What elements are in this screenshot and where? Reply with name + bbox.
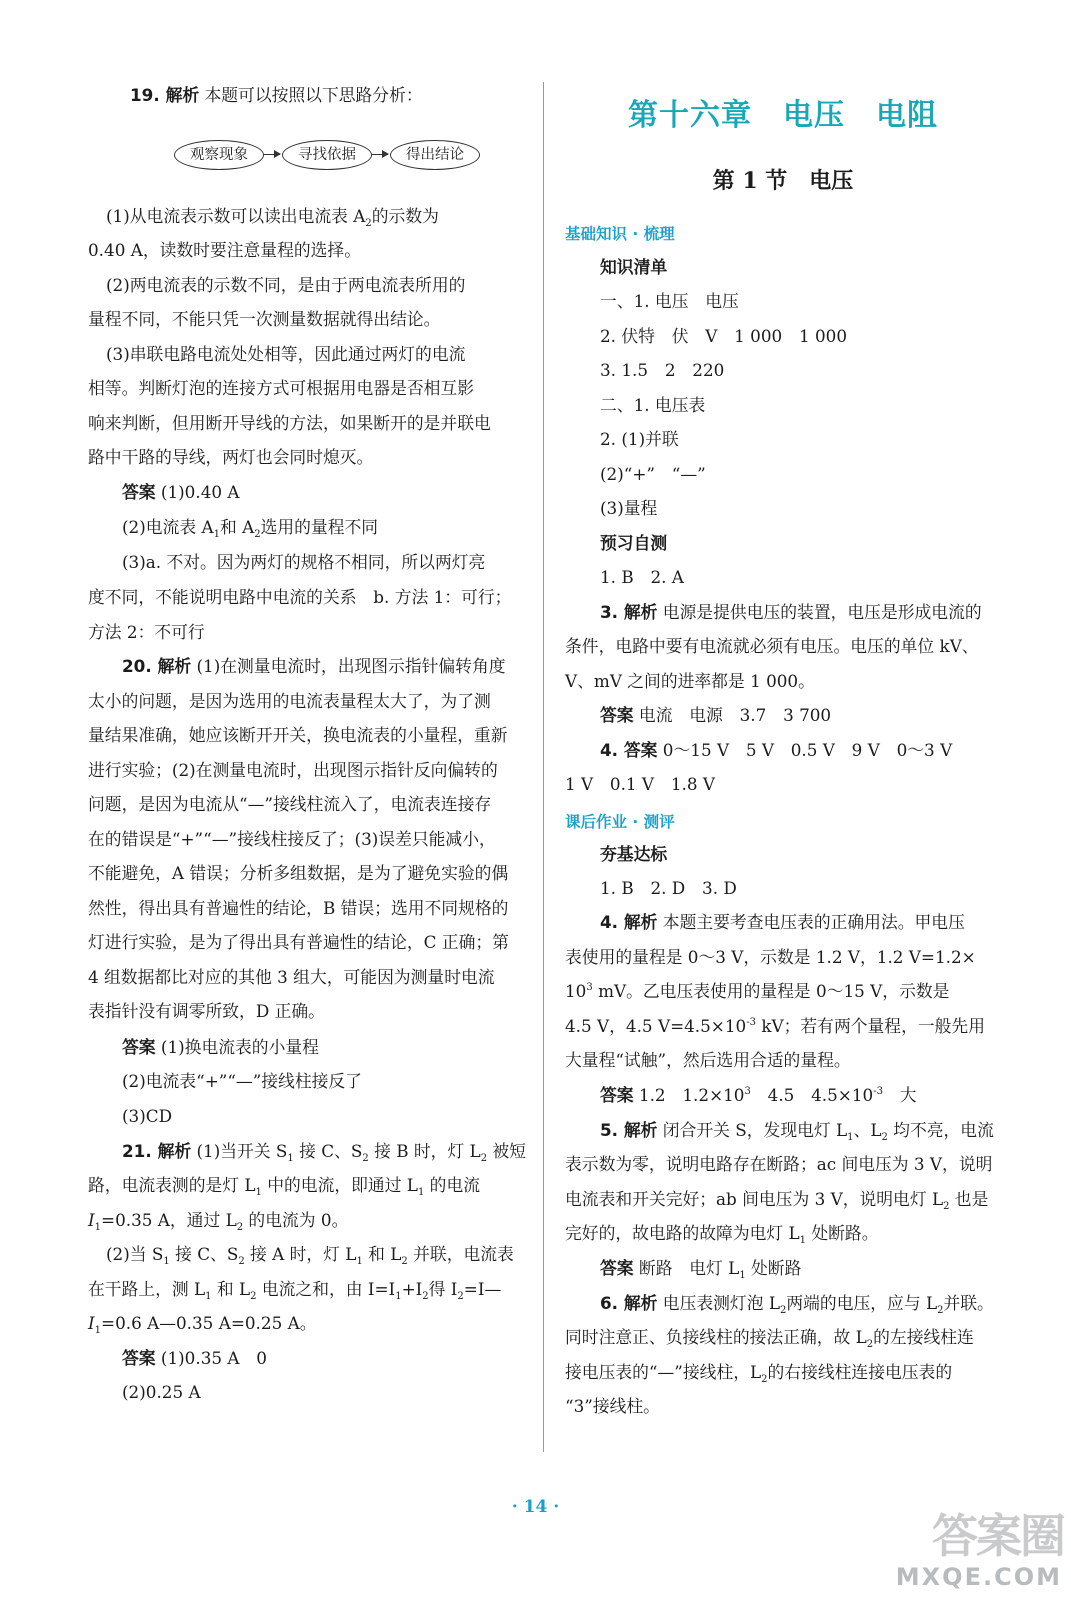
q20-text-line: 在的错误是“+”“—”接线柱接反了；(3)误差只能减小， — [88, 829, 496, 849]
q5-text-line: 完好的，故电路的故障为电灯 $L_1$ 处断路。 — [565, 1223, 879, 1246]
q5-text-line: 表示数为零，说明电路存在断路；ac 间电压为 3 V，说明 — [565, 1154, 993, 1174]
q20-text-line: 问题，是因为电流从“—”接线柱流入了，电流表连接存 — [88, 794, 492, 814]
flow-node-observe: 观察现象 — [174, 140, 264, 170]
q19-answer-line: 方法 2：不可行 — [88, 622, 205, 642]
preview-answer: 1. B 2. A — [600, 567, 684, 587]
q19-text-line: (2)两电流表的示数不同，是由于两电流表所用的 — [106, 275, 466, 295]
q20-text-line: 灯进行实验，是为了得出具有普遍性的结论，C 正确；第 — [88, 932, 509, 952]
q5-answer: 答案 断路 电灯 $L_1$ 处断路 — [600, 1258, 802, 1281]
q4p-text-line: $10^3$ mV。乙电压表使用的量程是 0～15 V，示数是 — [565, 981, 950, 1001]
chapter-title: 第十六章 电压 电阻 — [628, 98, 938, 133]
q6-text-line: “3”接线柱。 — [565, 1396, 660, 1416]
q20-text-line: 表指针没有调零所致，D 正确。 — [88, 1001, 325, 1021]
q19-answer-line: (3)a. 不对。因为两灯的规格不相同，所以两灯亮 — [122, 552, 486, 572]
subheading-foundation: 夯基达标 — [600, 844, 668, 864]
q19-text-line: (3)串联电路电流处处相等，因此通过两灯的电流 — [106, 344, 466, 364]
q6-text-line: 接电压表的“—”接线柱，$L_2$的右接线柱连接电压表的 — [565, 1362, 953, 1385]
q21-text-line: $I_1=0.35$ A，通过 $L_2$ 的电流为 0。 — [88, 1210, 349, 1233]
page-number: · 14 · — [511, 1497, 560, 1517]
q20-text-line: 不能避免，A 错误；分析多组数据，是为了避免实验的偶 — [88, 863, 509, 883]
q21-heading: 21. 解析 (1)当开关 $S_1$ 接 C、$S_2$ 接 B 时，灯 $L_2$ 被短 — [122, 1141, 526, 1164]
q6-heading: 6. 解析 电压表测灯泡 $L_2$两端的电压，应与 $L_2$并联。 — [600, 1293, 994, 1316]
q21-text-line: (2)当 $S_1$ 接 C、$S_2$ 接 A 时，灯 $L_1$ 和 $L_2$ 并联，电流表 — [106, 1244, 514, 1267]
q4p-text-line: 大量程“试触”，然后选用合适的量程。 — [565, 1050, 851, 1070]
q21-text-line: $I_1=0.6$ A—0.35 A=0.25 A。 — [88, 1313, 317, 1336]
column-divider — [543, 82, 544, 1452]
knowledge-item: (2)“+” “—” — [600, 464, 706, 484]
subheading-knowledge-list: 知识清单 — [600, 257, 668, 277]
q4p-text-line: 4.5 V，4.5 $V=4.5\times 10^{-3}$ kV；若有两个量程，一般先用 — [565, 1016, 985, 1036]
watermark — [868, 1500, 1068, 1595]
flow-node-conclude: 得出结论 — [390, 140, 480, 170]
q4-answer-line: 1 V 0.1 V 1.8 V — [565, 774, 715, 794]
heading-homework: 课后作业 · 测评 — [565, 813, 675, 831]
q5-heading: 5. 解析 闭合开关 S，发现电灯 $L_1$、$L_2$ 均不亮，电流 — [600, 1120, 994, 1143]
watermark-logo: 答案圈 — [932, 1509, 1064, 1563]
q19-text-line: 响来判断，但用断开导线的方法，如果断开的是并联电 — [88, 413, 491, 433]
q20-answer-line: (3)CD — [122, 1106, 173, 1126]
q19-text-line: 相等。判断灯泡的连接方式可根据用电器是否相互影 — [88, 378, 474, 398]
q19-text-line: 量程不同，不能只凭一次测量数据就得出结论。 — [88, 309, 441, 329]
q20-text-line: 然性，得出具有普遍性的结论，B 错误；选用不同规格的 — [88, 898, 509, 918]
q19-text-line: 0.40 A，读数时要注意量程的选择。 — [88, 240, 361, 260]
q19-text-line: 路中干路的导线，两灯也会同时熄灭。 — [88, 447, 374, 467]
knowledge-item: 2. 伏特 伏 V 1 000 1 000 — [600, 326, 848, 346]
subheading-preview-test: 预习自测 — [600, 533, 668, 553]
q4-answer: 4. 答案 0～15 V 5 V 0.5 V 9 V 0～3 V — [600, 740, 953, 760]
q20-text-line: 太小的问题，是因为选用的电流表量程太大了，为了测 — [88, 691, 491, 711]
knowledge-item: 二、1. 电压表 — [600, 395, 706, 415]
q19-text-line: (1)从电流表示数可以读出电流表 $A_2$的示数为 — [106, 206, 439, 229]
q21-text-line: 路，电流表测的是灯 $L_1$ 中的电流，即通过 $L_1$ 的电流 — [88, 1175, 481, 1198]
knowledge-item: (3)量程 — [600, 498, 658, 518]
q20-text-line: 进行实验；(2)在测量电流时，出现图示指针反向偏转的 — [88, 760, 498, 780]
q3-answer: 答案 电流 电源 3.7 3 700 — [600, 705, 832, 725]
q21-answer: 答案 (1)0.35 A 0 — [122, 1348, 267, 1368]
knowledge-item: 一、1. 电压 电压 — [600, 291, 739, 311]
q19-answer-line: (2)电流表 $A_1$和 $A_2$选用的量程不同 — [122, 517, 379, 540]
homework-answer: 1. B 2. D 3. D — [600, 878, 737, 898]
q19-answer: 答案 (1)0.40 A — [122, 482, 240, 502]
q3-heading: 3. 解析 电源是提供电压的装置，电压是形成电流的 — [600, 602, 982, 622]
q4p-text-line: 表使用的量程是 0～3 V，示数是 1.2 V，1.2 V=1.2× — [565, 947, 976, 967]
knowledge-item: 3. 1.5 2 220 — [600, 360, 725, 380]
watermark-site: MXQE.COM — [895, 1563, 1062, 1591]
flow-arrow — [264, 154, 280, 155]
q5-text-line: 电流表和开关完好；ab 间电压为 3 V，说明电灯 $L_2$ 也是 — [565, 1189, 989, 1212]
q20-text-line: 量结果准确，她应该断开开关，换电流表的小量程，重新 — [88, 725, 508, 745]
q3-text-line: V、mV 之间的进率都是 1 000。 — [565, 671, 815, 691]
q19-heading: 19. 解析 本题可以按照以下思路分析： — [130, 85, 423, 105]
q21-answer-line: (2)0.25 A — [122, 1382, 201, 1402]
q6-text-line: 同时注意正、负接线柱的接法正确，故 $L_2$的左接线柱连 — [565, 1327, 974, 1350]
q4p-answer: 答案 1.2 $1.2\times 10^3$ 4.5 $4.5\times 10^{-3}$ 大 — [600, 1085, 917, 1105]
q21-text-line: 在干路上，测 $L_1$ 和 $L_2$ 电流之和，由 $I=I_1+I_2$得 $I_2=I—$ — [88, 1279, 502, 1302]
flow-node-find-basis: 寻找依据 — [282, 140, 372, 170]
knowledge-item: 2. (1)并联 — [600, 429, 679, 449]
q20-heading: 20. 解析 (1)在测量电流时，出现图示指针偏转角度 — [122, 656, 506, 676]
q20-answer: 答案 (1)换电流表的小量程 — [122, 1037, 319, 1057]
heading-basic-knowledge: 基础知识 · 梳理 — [565, 225, 675, 243]
flow-arrow — [372, 154, 388, 155]
q20-text-line: 4 组数据都比对应的其他 3 组大，可能因为测量时电流 — [88, 967, 495, 987]
q4p-heading: 4. 解析 本题主要考查电压表的正确用法。甲电压 — [600, 912, 965, 932]
q20-answer-line: (2)电流表“+”“—”接线柱接反了 — [122, 1071, 362, 1091]
q3-text-line: 条件，电路中要有电流就必须有电压。电压的单位 kV、 — [565, 636, 979, 656]
section-title: 第 1 节 电压 — [712, 168, 854, 194]
q19-answer-line: 度不同，不能说明电路中电流的关系 b. 方法 1：可行； — [88, 587, 512, 607]
thinking-flowchart — [88, 140, 526, 172]
